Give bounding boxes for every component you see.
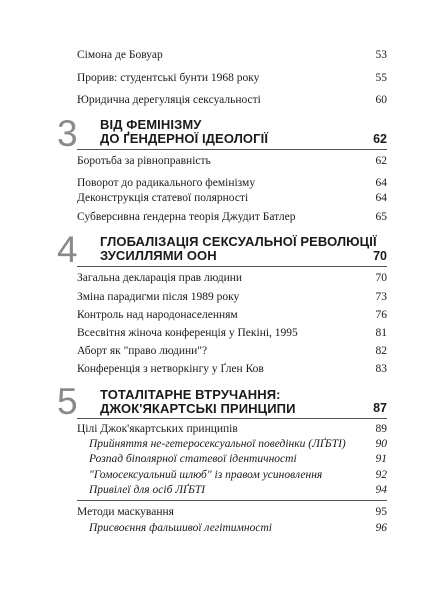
toc-entry-title: Аборт як "право людини"? [77,345,208,357]
toc-entry-title: Загальна декларація прав людини [77,272,243,284]
chapter-page: 62 [373,132,387,146]
toc-entry-page: 73 [375,291,387,303]
chapter-divider [77,418,387,419]
toc-entry-title: Субверсивна ґендерна теорія Джудит Батлер [77,211,296,223]
toc-entry-page: 53 [375,49,387,61]
toc-entry-page: 90 [375,438,387,450]
chapter-title[interactable] [100,118,320,146]
toc-entry-page: 60 [375,94,387,106]
toc-entry-title: Розпад біполярної статевої ідентичності [89,453,297,465]
toc-entry-title: "Гомосексуальний шлюб" із правом усиновлення [89,469,323,481]
toc-entry-page: 89 [375,423,387,435]
toc-entry-title: Методи маскування [77,506,174,518]
toc-entry-page: 62 [375,155,387,167]
toc-entry-page: 83 [375,363,387,375]
chapter-divider [77,149,387,150]
toc-entry-page: 64 [375,192,387,204]
chapter-page: 87 [373,401,387,415]
toc-entry-title: Поворот до радикального фемінізму [77,177,256,189]
chapter-title-line: ДЖОК'ЯКАРТСЬКІ ПРИНЦИПИ [100,401,296,416]
toc-entry-page: 81 [375,327,387,339]
chapter-title-line: ДО ҐЕНДЕРНОЇ ІДЕОЛОГІЇ [100,131,269,146]
toc-entry-page: 91 [375,453,387,465]
chapter-divider [77,266,387,267]
toc-entry-title: Привілеї для осіб ЛҐБТІ [89,484,206,496]
toc-entry-page: 65 [375,211,387,223]
toc-entry-title: Деконструкція статевої полярності [77,192,249,204]
chapter-number: 4 [57,229,78,270]
toc-entry-page: 70 [375,272,387,284]
toc-entry-page: 55 [375,72,387,84]
toc-entry-page: 64 [375,177,387,189]
chapter-title-line: ЗУСИЛЛЯМИ ООН [100,248,217,263]
toc-entry-page: 96 [375,522,387,534]
chapter-number: 5 [57,381,78,422]
toc-entry-title: Конференція з нетворкінгу у Ґлен Ков [77,363,264,375]
chapter-title-line: ГЛОБАЛІЗАЦІЯ СЕКСУАЛЬНОЇ РЕВОЛЮЦІЇ [100,234,377,249]
toc-entry-page: 82 [375,345,387,357]
chapter-title[interactable] [100,388,320,416]
toc-entry-title: Сімона де Бовуар [77,49,163,61]
toc-entry-title: Цілі Джок'якартських принципів [77,423,238,435]
chapter-number: 3 [57,113,78,154]
toc-entry-title: Зміна парадигми після 1989 року [77,291,240,303]
toc-entry-title: Всесвітня жіноча конференція у Пекіні, 1995 [77,327,298,339]
chapter-page: 70 [373,249,387,263]
toc-entry-page: 95 [375,506,387,518]
toc-entry-page: 94 [375,484,387,496]
toc-entry-title: Юридична дерегуляція сексуальності [77,94,261,106]
chapter-title-line: ТОТАЛІТАРНЕ ВТРУЧАННЯ: [100,387,281,402]
toc-entry-title: Боротьба за рівноправність [77,155,211,167]
toc-entry-title: Прийняття не-гетеросексуальної поведінки (ЛҐБТІ) [89,438,346,450]
chapter-title-line: ВІД ФЕМІНІЗМУ [100,117,202,132]
toc-entry-title: Присвоєння фальшивої легітимності [89,522,272,534]
chapter-title[interactable] [100,234,377,263]
toc-entry-title: Контроль над народонаселенням [77,309,238,321]
section-divider [77,500,387,501]
toc-entry-page: 76 [375,309,387,321]
toc-entry-title: Прорив: студентські бунти 1968 року [77,72,260,84]
toc-entry-page: 92 [375,469,387,481]
